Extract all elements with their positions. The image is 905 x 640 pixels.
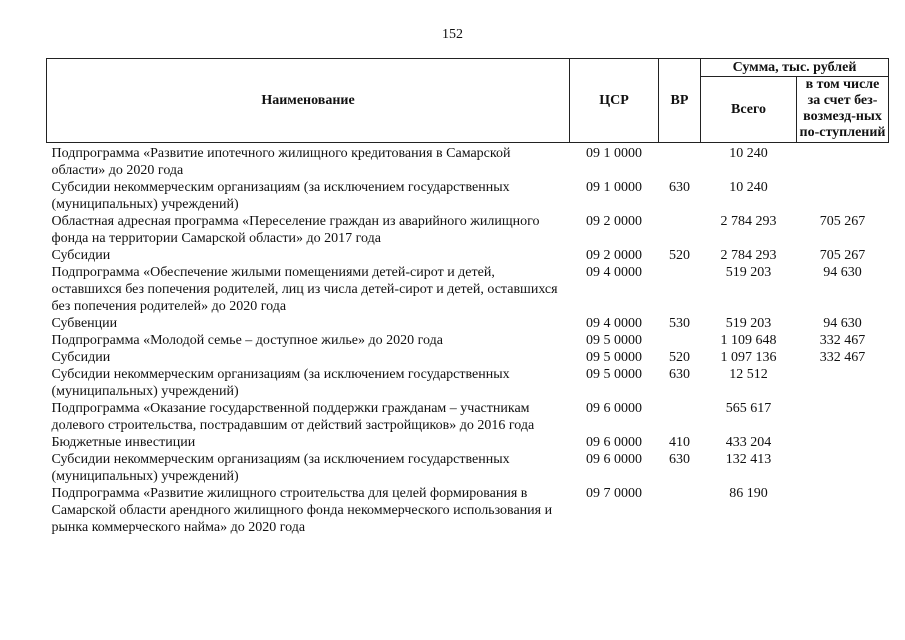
- row-free-receipts: [797, 451, 889, 485]
- col-header-free-receipts: в том числе за счет без-возмезд-ных по-ступлений: [797, 77, 889, 143]
- col-header-total: Всего: [701, 77, 797, 143]
- row-vr: 630: [669, 180, 690, 195]
- row-csr: 09 1 0000: [586, 180, 642, 195]
- row-vr: [659, 400, 701, 434]
- row-free-receipts: 94 630: [823, 316, 862, 331]
- row-name: Субсидии некоммерческим организациям (за исключением государственных (муниципальных) учреждений): [51, 367, 510, 399]
- row-total: 2 784 293: [720, 248, 777, 263]
- row-total: 10 240: [729, 146, 768, 161]
- row-free-receipts: 94 630: [823, 265, 862, 280]
- table-row: [47, 143, 889, 180]
- row-free-receipts: [797, 434, 889, 451]
- row-free-receipts: 705 267: [819, 248, 866, 263]
- table-row: [47, 349, 889, 366]
- table-row: [47, 366, 889, 400]
- col-header-sum-group: Сумма, тыс. рублей: [701, 59, 889, 77]
- row-name: Бюджетные инвестиции: [51, 435, 196, 450]
- row-total: 12 512: [729, 367, 768, 382]
- row-free-receipts: 705 267: [819, 214, 866, 229]
- row-free-receipts: [797, 143, 889, 180]
- table-row: [47, 451, 889, 485]
- row-name: Подпрограмма «Развитие жилищного строительства для целей формирования в Самарской области арендного жилищного фонда некоммерческого использования и рынка коммерческого найма» до 2020 года: [51, 486, 553, 535]
- row-name: Субсидии: [51, 248, 111, 263]
- table-row: [47, 264, 889, 315]
- row-csr: 09 5 0000: [586, 333, 642, 348]
- row-total: 2 784 293: [720, 214, 777, 229]
- row-name: Субсидии: [51, 350, 111, 365]
- row-free-receipts: [797, 400, 889, 434]
- table-row: [47, 485, 889, 536]
- row-csr: 09 4 0000: [586, 265, 642, 280]
- row-vr: 410: [669, 435, 690, 450]
- row-vr: 520: [669, 350, 690, 365]
- table-row: [47, 332, 889, 349]
- row-total: 86 190: [729, 486, 768, 501]
- row-free-receipts: [797, 179, 889, 213]
- row-csr: 09 5 0000: [586, 350, 642, 365]
- row-name: Субсидии некоммерческим организациям (за исключением государственных (муниципальных) учреждений): [51, 180, 510, 212]
- row-free-receipts: [797, 366, 889, 400]
- row-vr: [659, 143, 701, 180]
- budget-table: [46, 58, 889, 536]
- table-row: [47, 179, 889, 213]
- table-row: [47, 247, 889, 264]
- table-row: [47, 315, 889, 332]
- row-total: 132 413: [725, 452, 772, 467]
- row-total: 565 617: [725, 401, 772, 416]
- row-csr: 09 6 0000: [586, 401, 642, 416]
- row-vr: 530: [669, 316, 690, 331]
- row-vr: 630: [669, 367, 690, 382]
- row-free-receipts: 332 467: [819, 350, 866, 365]
- row-total: 1 097 136: [720, 350, 777, 365]
- table-header: [47, 59, 889, 143]
- row-csr: 09 5 0000: [586, 367, 642, 382]
- table-body: [47, 143, 889, 537]
- col-header-name: Наименование: [47, 59, 570, 143]
- row-name: Субвенции: [51, 316, 118, 331]
- col-header-vr: ВР: [659, 59, 701, 143]
- row-total: 519 203: [725, 316, 772, 331]
- row-name: Подпрограмма «Молодой семье – доступное жилье» до 2020 года: [51, 333, 443, 348]
- row-csr: 09 7 0000: [586, 486, 642, 501]
- table-row: [47, 213, 889, 247]
- row-name: Подпрограмма «Обеспечение жилыми помещениями детей-сирот и детей, оставшихся без попечения родителей, лиц из числа детей-сирот и детей, оставшихся без попечения родителей» до 2020 года: [51, 265, 558, 314]
- row-total: 1 109 648: [720, 333, 777, 348]
- row-total: 519 203: [725, 265, 772, 280]
- row-free-receipts: 332 467: [819, 333, 866, 348]
- row-csr: 09 2 0000: [586, 214, 642, 229]
- row-csr: 09 6 0000: [586, 435, 642, 450]
- table-row: [47, 434, 889, 451]
- row-vr: 630: [669, 452, 690, 467]
- row-csr: 09 4 0000: [586, 316, 642, 331]
- page-number: 152: [442, 27, 463, 42]
- row-total: 10 240: [729, 180, 768, 195]
- row-name: Областная адресная программа «Переселение граждан из аварийного жилищного фонда на территории Самарской области» до 2017 года: [51, 214, 540, 246]
- table-row: [47, 400, 889, 434]
- row-vr: [659, 213, 701, 247]
- row-name: Подпрограмма «Развитие ипотечного жилищного кредитования в Самарской области» до 2020 года: [51, 146, 511, 178]
- row-vr: [659, 485, 701, 536]
- row-name: Подпрограмма «Оказание государственной поддержки гражданам – участникам долевого строительства, пострадавшим от действий застройщиков» до 2016 года: [51, 401, 535, 433]
- row-total: 433 204: [725, 435, 772, 450]
- row-name: Субсидии некоммерческим организациям (за исключением государственных (муниципальных) учреждений): [51, 452, 510, 484]
- row-csr: 09 6 0000: [586, 452, 642, 467]
- row-free-receipts: [797, 485, 889, 536]
- row-csr: 09 1 0000: [586, 146, 642, 161]
- row-csr: 09 2 0000: [586, 248, 642, 263]
- col-header-csr: ЦСР: [570, 59, 659, 143]
- row-vr: [659, 332, 701, 349]
- row-vr: [659, 264, 701, 315]
- row-vr: 520: [669, 248, 690, 263]
